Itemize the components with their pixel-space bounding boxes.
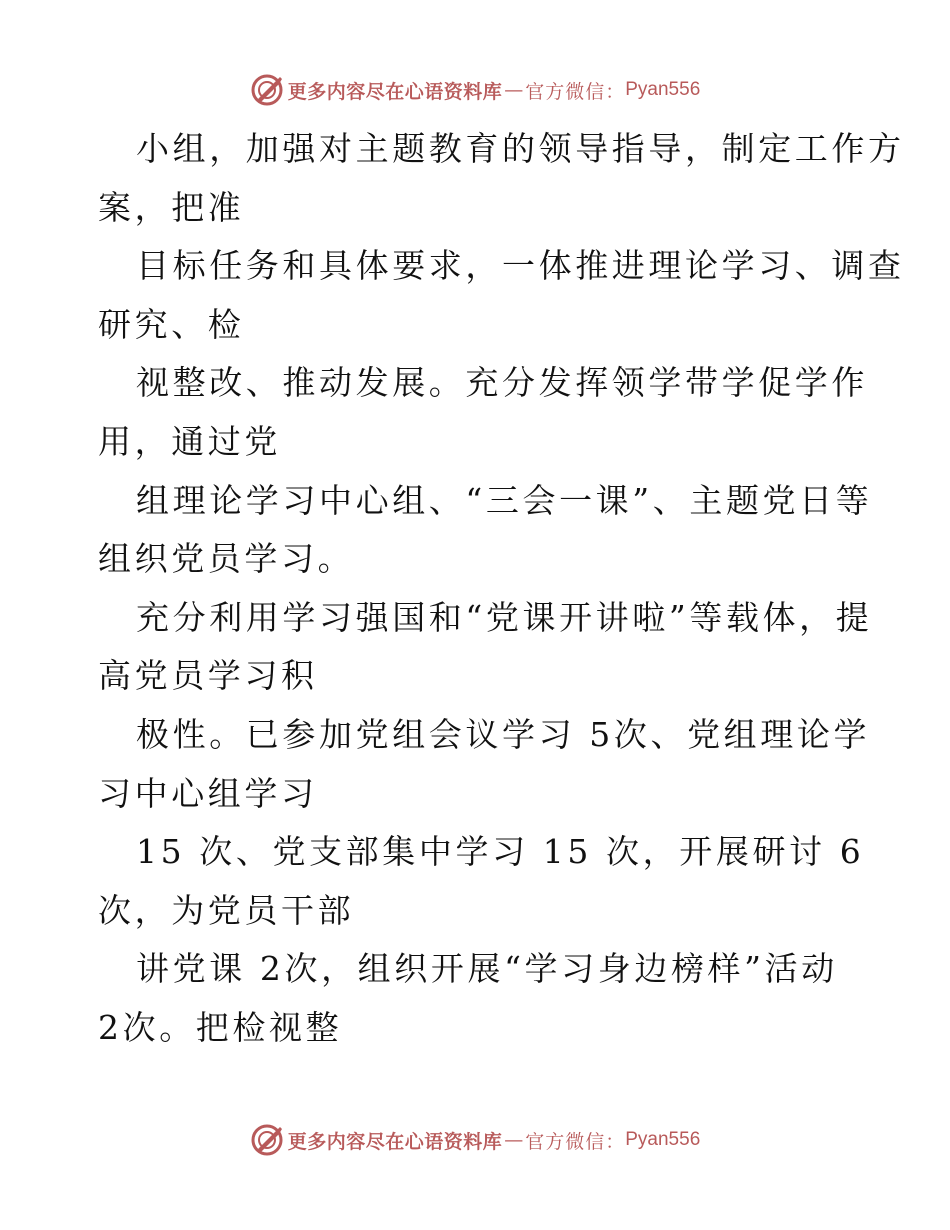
banner-wechat-account: Pyan556 bbox=[625, 1129, 701, 1150]
paragraph-continuation: 2次。把检视整 bbox=[98, 1007, 343, 1047]
paragraph bbox=[98, 589, 873, 706]
paragraph bbox=[98, 237, 905, 354]
paragraph bbox=[98, 354, 868, 471]
paragraph-continuation: 组织党员学习。 bbox=[98, 539, 355, 579]
paragraph-first-line: 视整改、推动发展。充分发挥领学带学促学作 bbox=[136, 363, 868, 403]
paragraph-continuation: 研究、检 bbox=[98, 304, 245, 344]
paragraph-first-line: 组理论学习中心组、“三会一课”、主题党日等 bbox=[136, 480, 873, 520]
paragraph bbox=[98, 120, 905, 237]
paragraph bbox=[98, 823, 865, 940]
footer-banner bbox=[0, 1120, 950, 1160]
paragraph-first-line: 讲党课 2次，组织开展“学习身边榜样”活动 bbox=[136, 949, 838, 989]
pen-logo-icon bbox=[250, 73, 284, 107]
paragraph-continuation: 用，通过党 bbox=[98, 421, 281, 461]
paragraph bbox=[98, 940, 858, 1057]
paragraph bbox=[98, 706, 871, 823]
banner-separator: — bbox=[504, 79, 524, 101]
banner-wechat-account: Pyan556 bbox=[625, 79, 701, 100]
paragraph bbox=[98, 472, 873, 589]
banner-separator: — bbox=[504, 1129, 524, 1151]
paragraph-first-line: 15 次、党支部集中学习 15 次，开展研讨 6 bbox=[136, 832, 865, 872]
banner-wechat-label: 官方微信： bbox=[525, 1130, 626, 1153]
banner-brand: 更多内容尽在心语资料库 bbox=[287, 1130, 503, 1153]
paragraph-first-line: 目标任务和具体要求，一体推进理论学习、调查 bbox=[136, 246, 905, 286]
paragraph-continuation: 案，把准 bbox=[98, 187, 245, 227]
paragraph-continuation: 习中心组学习 bbox=[98, 773, 318, 813]
header-banner bbox=[0, 70, 950, 110]
paragraph-first-line: 充分利用学习强国和“党课开讲啦”等载体，提 bbox=[136, 597, 873, 637]
banner-brand: 更多内容尽在心语资料库 bbox=[287, 80, 503, 103]
banner-wechat-label: 官方微信： bbox=[525, 80, 626, 103]
pen-logo-icon bbox=[250, 1123, 284, 1157]
paragraph-continuation: 次，为党员干部 bbox=[98, 890, 355, 930]
paragraph-first-line: 小组，加强对主题教育的领导指导，制定工作方 bbox=[136, 129, 905, 168]
paragraph-first-line: 极性。已参加党组会议学习 5次、党组理论学 bbox=[136, 714, 871, 754]
paragraph-continuation: 高党员学习积 bbox=[98, 656, 318, 696]
document-body bbox=[98, 120, 905, 1058]
